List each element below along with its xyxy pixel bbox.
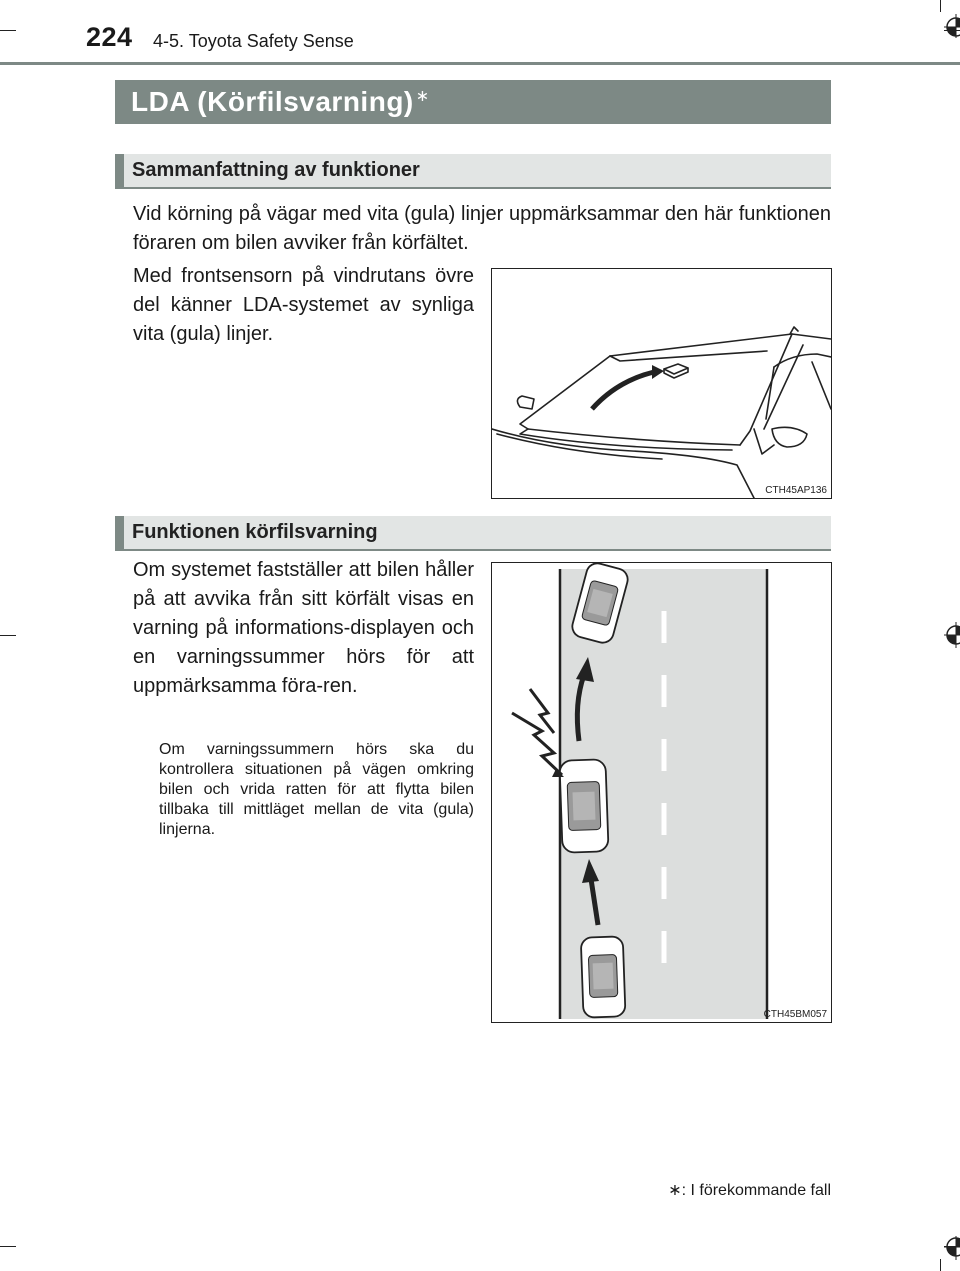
page-number: 224 (86, 22, 133, 52)
sensor-paragraph: Med frontsensorn på vindrutans övre del känner LDA-systemet av synliga vita (gula) linjer. (133, 265, 474, 345)
header-divider (0, 62, 960, 65)
note-paragraph: Om varningssummern hörs ska du kontrollera situationen på vägen omkring bilen och vrida ratten för att flytta bilen tillbaka till mittläget mellan de vita (gula) linjerna. (159, 741, 474, 838)
figure-code: CTH45BM057 (763, 1009, 827, 1020)
section-heading-label: Sammanfattning av funktioner (132, 159, 420, 181)
section-heading-summary (115, 154, 831, 189)
car-icon (581, 936, 626, 1017)
page-title-label: LDA (Körfilsvarning) (131, 86, 414, 117)
lane-departure-illustration (492, 563, 831, 1022)
registration-mark (930, 8, 960, 38)
page-title-bar (115, 80, 831, 124)
title-footnote-mark: ∗ (415, 88, 430, 105)
intro-paragraph: Vid körning på vägar med vita (gula) linjer uppmärksammar den här funktionen föraren om bilen avviker från körfältet. (133, 203, 831, 254)
crop-mark (0, 30, 16, 31)
car-icon (559, 759, 608, 853)
footnote (668, 1180, 831, 1200)
lane-departure-figure (491, 562, 832, 1023)
page-title (131, 86, 430, 118)
windshield-figure (491, 268, 832, 499)
windshield-illustration (492, 269, 831, 498)
footnote-text: : I förekommande fall (681, 1182, 831, 1199)
footnote-mark: ∗ (668, 1182, 682, 1199)
warning-paragraph: Om systemet fastställer att bilen håller på att avvika från sitt körfält visas en varning på informations-displayen och en varningssummer hörs för att uppmärksamma föra-ren. (133, 559, 474, 697)
figure-code: CTH45AP136 (765, 485, 827, 496)
section-heading-label: Funktionen körfilsvarning (132, 521, 378, 543)
registration-mark (930, 620, 960, 650)
crop-mark (0, 1246, 16, 1247)
registration-mark (930, 1236, 960, 1266)
section-title: 4-5. Toyota Safety Sense (153, 31, 354, 51)
section-heading-lane-warning (115, 516, 831, 551)
crop-mark (0, 635, 16, 636)
